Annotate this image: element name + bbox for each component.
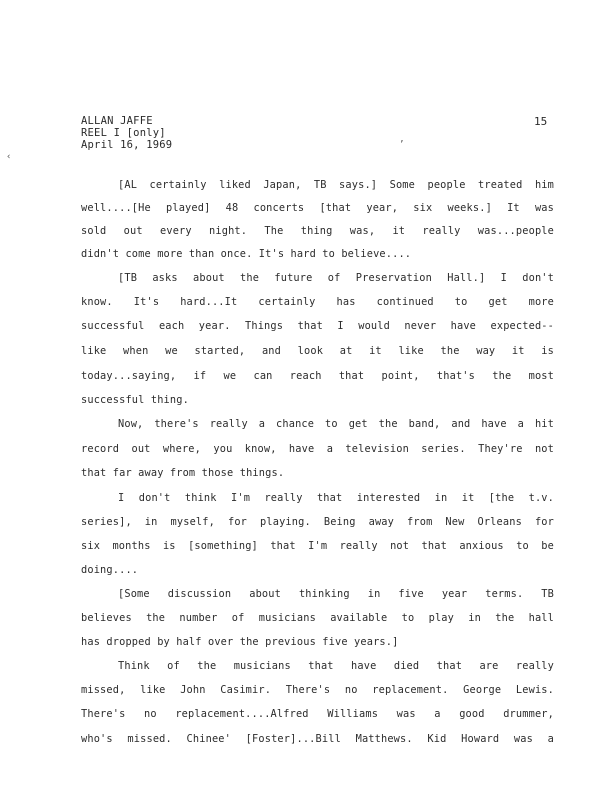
interview-date: April 16, 1969 (81, 139, 173, 151)
text-line: know. It's hard...It certainly has continued to get more (81, 296, 554, 308)
text-line: like when we started, and look at it like the way it is (81, 345, 554, 357)
text-line: successful each year. Things that I would never have expected-- (81, 320, 554, 332)
text-line: missed, like John Casimir. There's no replacement. George Lewis. (81, 684, 554, 696)
text-line: [AL certainly liked Japan, TB says.] Some people treated him (118, 179, 554, 191)
text-line: six months is [something] that I'm really not that anxious to be (81, 540, 554, 552)
text-line: [TB asks about the future of Preservation Hall.] I don't (118, 272, 554, 284)
text-line: [Some discussion about thinking in five year terms. TB (118, 588, 554, 600)
reel-label: REEL I [only] (81, 127, 166, 139)
scan-speck: ‹ (6, 152, 12, 162)
text-line: Now, there's really a chance to get the band, and have a hit (118, 418, 554, 430)
text-line: sold out every night. The thing was, it really was...people (81, 225, 554, 237)
interviewee-name: ALLAN JAFFE (81, 115, 153, 127)
text-line: doing.... (81, 564, 139, 576)
text-line: series], in myself, for playing. Being away from New Orleans for (81, 516, 554, 528)
scan-speck: ’ (399, 140, 405, 150)
text-line: successful thing. (81, 394, 189, 406)
text-line: today...saying, if we can reach that point, that's the most (81, 370, 554, 382)
text-line: I don't think I'm really that interested in it [the t.v. (118, 492, 554, 504)
text-line: didn't come more than once. It's hard to believe.... (81, 248, 412, 260)
text-line: There's no replacement....Alfred Williams was a good drummer, (81, 708, 554, 720)
text-line: well....[He played] 48 concerts [that year, six weeks.] It was (81, 202, 554, 214)
text-line: who's missed. Chinee' [Foster]...Bill Matthews. Kid Howard was a (81, 733, 554, 745)
text-line: that far away from those things. (81, 467, 285, 479)
page-number: 15 (534, 115, 548, 128)
text-line: has dropped by half over the previous five years.] (81, 636, 399, 648)
text-line: Think of the musicians that have died that are really (118, 660, 554, 672)
text-line: record out where, you know, have a television series. They're not (81, 443, 554, 455)
text-line: believes the number of musicians available to play in the hall (81, 612, 554, 624)
